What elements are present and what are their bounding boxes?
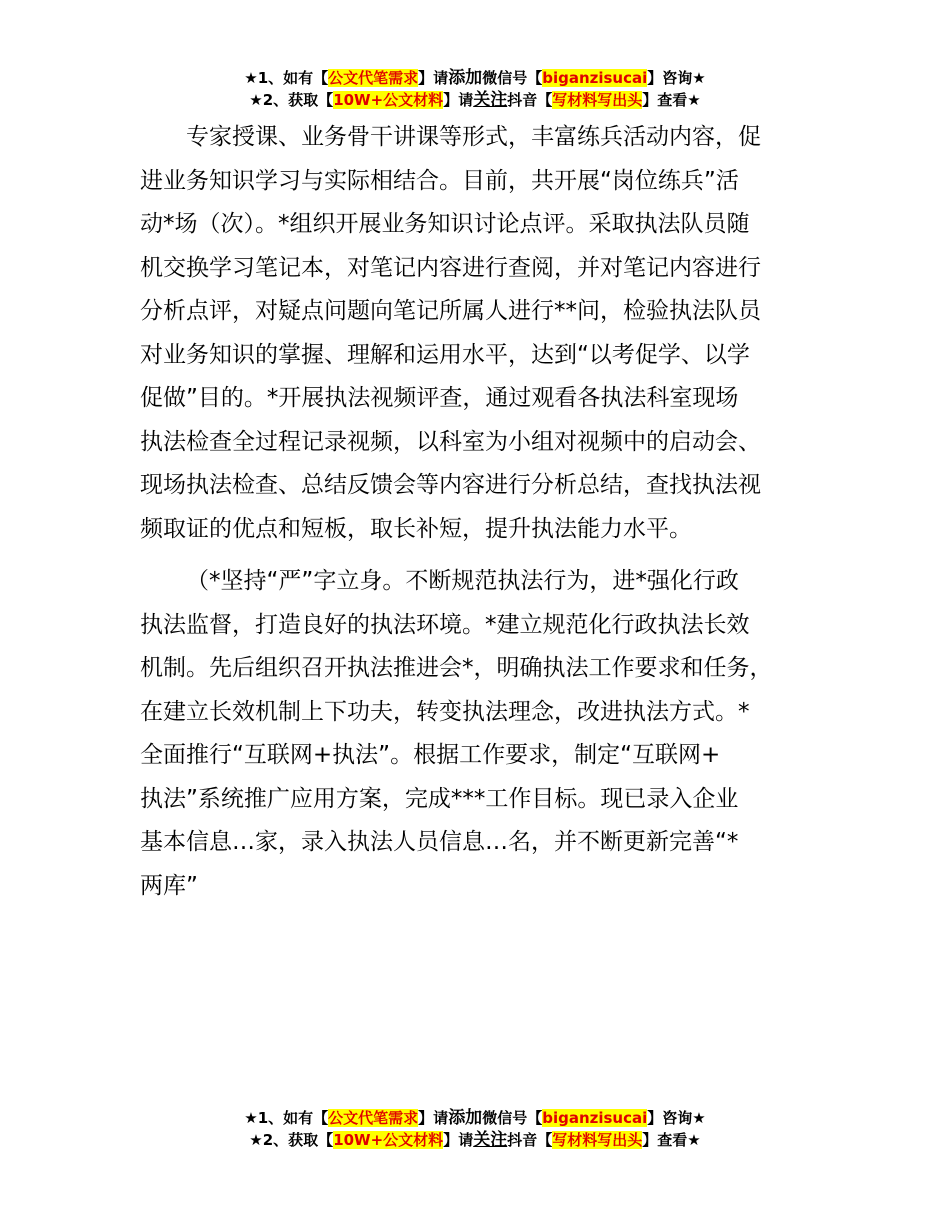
banner-text: 】请: [443, 1131, 474, 1149]
text-line: 专家授课、业务骨干讲课等形式，丰富练兵活动内容，促: [186, 124, 761, 150]
text-line: 进业务知识学习与实际相结合。目前，共开展“岗位练兵”活: [140, 167, 739, 194]
text-line: 全面推行“互联网+执法”。根据工作要求，制定“互联网+: [140, 742, 721, 768]
text-line: 在建立长效机制上下功夫，转变执法理念，改进执法方式。*: [140, 698, 750, 725]
text-line: 分析点评，对疑点问题向笔记所属人进行**问，检验执法队员: [140, 298, 761, 324]
highlight-materials: 10W+公文材料: [333, 1131, 444, 1149]
banner-text: 】查看★: [642, 91, 701, 109]
highlight-wechat-id: biganzisucai: [542, 1109, 648, 1127]
banner-emphasis: 关注: [473, 90, 508, 110]
banner-text: 微信号【: [482, 69, 543, 87]
text-line: 机制。先后组织召开执法推进会*，明确执法工作要求和任务，: [140, 655, 773, 681]
text-line: 执法检查全过程记录视频，以科室为小组对视频中的启动会、: [140, 428, 761, 455]
banner-text: 抖音【: [507, 91, 553, 109]
banner-text: ★2、获取【: [249, 91, 334, 109]
text-line: 频取证的优点和短板，取长补短，提升执法能力水平。: [140, 515, 692, 542]
banner-text: ★2、获取【: [249, 1131, 334, 1149]
text-line: 执法”系统推广应用方案，完成***工作目标。现已录入企业: [140, 785, 739, 812]
header-banner: [0, 67, 950, 111]
text-line: 对业务知识的掌握、理解和运用水平，达到“以考促学、以学: [140, 341, 750, 368]
banner-text: 】查看★: [642, 1131, 701, 1149]
highlight-ghostwriting: 公文代笔需求: [328, 69, 419, 87]
banner-line-1: [0, 1107, 950, 1129]
banner-text: 】请: [418, 1109, 449, 1127]
banner-text: 】咨询★: [647, 69, 706, 87]
text-line: 执法监督，打造良好的执法环境。*建立规范化行政执法长效: [140, 611, 750, 638]
banner-text: 微信号【: [482, 1109, 543, 1127]
banner-line-1: [0, 67, 950, 89]
text-line: 两库”: [140, 872, 198, 899]
paragraph-2: [140, 560, 830, 908]
text-line: 机交换学习笔记本，对笔记内容进行查阅，并对笔记内容进行: [140, 254, 761, 281]
text-line: 基本信息…家，录入执法人员信息…名，并不断更新完善“*: [140, 829, 739, 855]
banner-text: 抖音【: [507, 1131, 553, 1149]
banner-line-2: [0, 1129, 950, 1151]
banner-text: 】咨询★: [647, 1109, 706, 1127]
paragraph-1: [140, 116, 830, 551]
highlight-materials: 10W+公文材料: [333, 91, 444, 109]
banner-text: ★1、如有【: [244, 69, 329, 87]
banner-text: ★1、如有【: [244, 1109, 329, 1127]
banner-text: 】请: [418, 69, 449, 87]
banner-emphasis: 添加: [448, 1108, 483, 1128]
text-line: （*坚持“严”字立身。不断规范执法行为，进*强化行政: [186, 568, 739, 594]
footer-banner: [0, 1107, 950, 1151]
text-line: 促做”目的。*开展执法视频评查，通过观看各执法科室现场: [140, 385, 739, 411]
highlight-douyin: 写材料写出头: [552, 91, 643, 109]
text-line: 动*场（次）。*组织开展业务知识讨论点评。采取执法队员随: [140, 211, 750, 237]
text-line: 现场执法检查、总结反馈会等内容进行分析总结，查找执法视: [140, 472, 761, 498]
highlight-wechat-id: biganzisucai: [542, 69, 648, 87]
banner-text: 】请: [443, 91, 474, 109]
banner-line-2: [0, 89, 950, 111]
banner-emphasis: 添加: [448, 68, 483, 88]
highlight-ghostwriting: 公文代笔需求: [328, 1109, 419, 1127]
highlight-douyin: 写材料写出头: [552, 1131, 643, 1149]
banner-emphasis: 关注: [473, 1130, 508, 1150]
